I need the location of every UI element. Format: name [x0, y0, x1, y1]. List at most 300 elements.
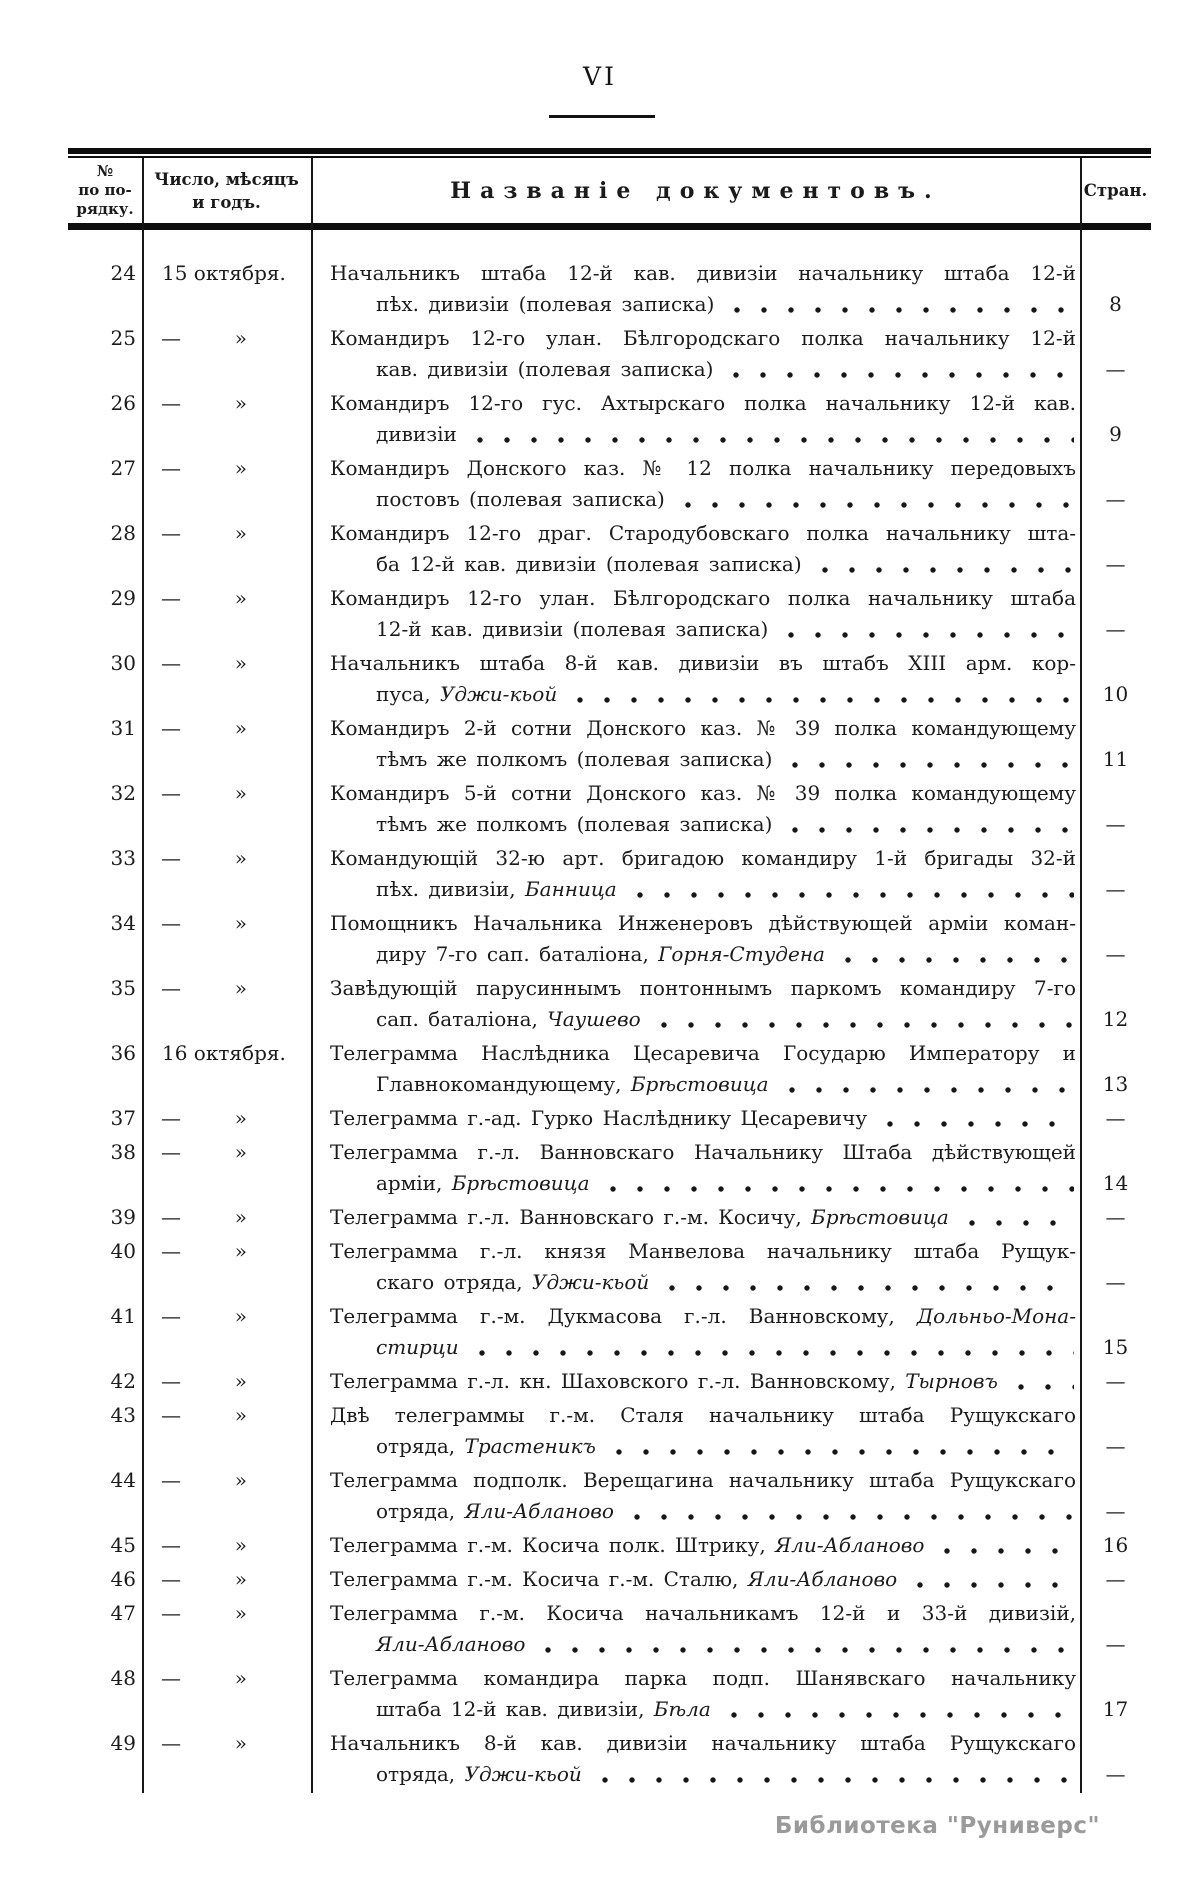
table-row — [68, 388, 1151, 450]
page-number: — — [1105, 357, 1126, 381]
row-number: 33 — [110, 846, 136, 870]
document-title-text — [330, 258, 1076, 289]
document-title-text — [330, 323, 1076, 354]
page-number-cell — [1080, 1202, 1151, 1233]
doc-text: Командиръ 2-й сотни Донского каз. № 39 полка командующему — [330, 716, 1076, 740]
document-title-text — [376, 1004, 641, 1035]
document-title-text — [330, 1202, 949, 1233]
document-title — [311, 778, 1080, 840]
document-title-text — [376, 1496, 614, 1527]
document-title-line — [330, 679, 1076, 710]
ditto-mark: » — [234, 521, 247, 545]
doc-text: Телеграмма г.-л. князя Манвелова начальнику штаба Рущук- — [330, 1239, 1076, 1263]
document-title-text — [376, 939, 825, 970]
page-number-cell — [1080, 1366, 1151, 1397]
header-number-line: № — [96, 162, 114, 180]
document-title — [311, 1038, 1080, 1100]
page-number-cell — [1080, 1598, 1151, 1660]
place-name: Трастеникъ — [464, 1434, 596, 1458]
document-title — [311, 453, 1080, 515]
ditto-mark: » — [234, 1304, 247, 1328]
row-date-ditto — [142, 1400, 311, 1431]
dot-leader — [812, 549, 1074, 580]
page-number: — — [1105, 1434, 1126, 1458]
document-title-text — [376, 419, 457, 450]
ditto-dash: — — [161, 521, 181, 545]
table-row — [68, 1103, 1151, 1134]
ditto-mark: » — [234, 456, 247, 480]
table-row — [68, 258, 1151, 320]
ditto-dash: — — [161, 391, 181, 415]
ditto-dash: — — [161, 586, 181, 610]
doc-text: тѣмъ же полкомъ (полевая записка) — [376, 812, 773, 836]
document-title — [311, 518, 1080, 580]
row-number: 41 — [110, 1304, 136, 1328]
document-title-text — [376, 1629, 525, 1660]
table-row — [68, 1236, 1151, 1298]
document-title-text — [330, 1530, 924, 1561]
ditto-dash: — — [161, 326, 181, 350]
page-number-cell — [1080, 908, 1151, 970]
ditto-dash: — — [161, 1304, 181, 1328]
document-title-text — [330, 908, 1076, 939]
document-title — [311, 648, 1080, 710]
document-title-line — [330, 1267, 1076, 1298]
page-number: 14 — [1102, 1171, 1129, 1195]
page-number: — — [1105, 1632, 1126, 1656]
document-title-line — [330, 778, 1076, 809]
header-title-column: Названіе документовъ. — [450, 177, 941, 204]
document-title-text — [330, 1400, 1076, 1431]
doc-text: Командиръ 12-го улан. Бѣлгородскаго полка начальнику 12-й — [330, 326, 1076, 350]
document-title-line — [330, 289, 1076, 320]
row-date-ditto — [142, 1202, 311, 1233]
document-title — [311, 1400, 1080, 1462]
ditto-dash: — — [161, 1106, 181, 1130]
page-number-cell — [1080, 1038, 1151, 1100]
page-number: — — [1105, 1567, 1126, 1591]
table-row — [68, 518, 1151, 580]
row-number: 24 — [110, 261, 136, 285]
place-name: Брѣстовица — [811, 1205, 949, 1229]
document-title-line — [330, 713, 1076, 744]
document-title-text — [376, 1759, 582, 1790]
table-row — [68, 583, 1151, 645]
table-row — [68, 1038, 1151, 1100]
document-title-line — [330, 419, 1076, 450]
table-row — [68, 778, 1151, 840]
ditto-mark: » — [234, 716, 247, 740]
page-number: 8 — [1109, 292, 1122, 316]
doc-text: постовъ (полевая записка) — [376, 487, 665, 511]
page-number-cell — [1080, 1663, 1151, 1725]
header-date-column — [142, 168, 311, 214]
place-name: Яли-Абланово — [376, 1632, 526, 1656]
page-number: — — [1105, 1369, 1126, 1393]
doc-text: Телеграмма г.-ад. Гурко Наслѣднику Цесаревичу — [330, 1106, 868, 1130]
doc-text: Телеграмма г.-м. Косича полк. Штрику, — [330, 1533, 776, 1557]
document-title-text — [330, 713, 1076, 744]
row-date-ditto — [142, 1103, 311, 1134]
doc-text: ба 12-й кав. дивизіи (полевая записка) — [376, 552, 802, 576]
table-row — [68, 453, 1151, 515]
document-title-text — [330, 648, 1076, 679]
table-row — [68, 648, 1151, 710]
doc-text: Начальникъ 8-й кав. дивизіи начальнику штаба Рущукскаго — [330, 1731, 1076, 1755]
document-title-line — [330, 1069, 1076, 1100]
document-title-text — [376, 549, 802, 580]
document-title-line — [330, 1728, 1076, 1759]
document-title-text — [376, 1694, 711, 1725]
ditto-mark: » — [234, 846, 247, 870]
doc-text: тѣмъ же полкомъ (полевая записка) — [376, 747, 773, 771]
ditto-mark: » — [234, 1567, 247, 1591]
row-date-ditto — [142, 1366, 311, 1397]
ditto-mark: » — [234, 781, 247, 805]
document-title-line — [330, 1465, 1076, 1496]
table-row — [68, 323, 1151, 385]
doc-text: Командиръ 5-й сотни Донского каз. № 39 полка командующему — [330, 781, 1076, 805]
document-title-text — [376, 874, 617, 905]
row-date-ditto — [142, 843, 311, 874]
table-row — [68, 1465, 1151, 1527]
document-title — [311, 1728, 1080, 1790]
document-title-text — [376, 1267, 649, 1298]
document-title-line — [330, 1004, 1076, 1035]
row-number: 48 — [110, 1666, 136, 1690]
doc-text: отряда, — [376, 1499, 465, 1523]
doc-text: 12-й кав. дивизіи (полевая записка) — [376, 617, 769, 641]
row-date-ditto — [142, 583, 311, 614]
document-title-line — [330, 1598, 1076, 1629]
doc-text: диру 7-го сап. баталіона, — [376, 942, 659, 966]
place-name: Яли-Абланово — [464, 1499, 614, 1523]
document-title-text — [376, 1332, 459, 1363]
column-divider-1 — [142, 158, 144, 1793]
page-number: 16 — [1102, 1533, 1129, 1557]
document-title-line — [330, 843, 1076, 874]
table-row — [68, 1400, 1151, 1462]
dot-leader — [624, 1496, 1074, 1527]
table-header-bottom-rule — [68, 223, 1151, 230]
ditto-dash: — — [161, 1731, 181, 1755]
place-name: Яли-Абланово — [775, 1533, 925, 1557]
document-title-text — [376, 614, 768, 645]
page-number-cell — [1080, 1400, 1151, 1462]
dot-leader — [627, 874, 1074, 905]
row-number: 34 — [110, 911, 136, 935]
document-title — [311, 973, 1080, 1035]
document-title-line — [330, 1236, 1076, 1267]
doc-text: Главнокомандующему, — [376, 1072, 631, 1096]
document-title-line — [330, 939, 1076, 970]
dot-leader — [606, 1431, 1074, 1462]
header-number-line: рядку. — [76, 200, 134, 218]
table-row — [68, 1598, 1151, 1660]
table-row — [68, 1564, 1151, 1595]
page-number-cell — [1080, 1465, 1151, 1527]
ditto-dash: — — [161, 1369, 181, 1393]
table-header-row — [68, 158, 1151, 223]
document-title-line — [330, 258, 1076, 289]
page-number-cell — [1080, 1530, 1151, 1561]
document-title — [311, 388, 1080, 450]
ditto-dash: — — [161, 846, 181, 870]
dot-leader — [469, 1332, 1074, 1363]
ditto-mark: » — [234, 586, 247, 610]
doc-text: пѣх. дивизіи (полевая записка) — [376, 292, 715, 316]
ditto-dash: — — [161, 716, 181, 740]
row-number: 29 — [110, 586, 136, 610]
row-number: 26 — [110, 391, 136, 415]
doc-text: Командующій 32-ю арт. бригадою командиру 1-й бригады 32-й — [330, 846, 1076, 870]
document-title-line — [330, 1496, 1076, 1527]
document-title — [311, 1236, 1080, 1298]
doc-text: Командиръ 12-го улан. Бѣлгородскаго полка начальнику штаба — [330, 586, 1076, 610]
page-number-cell — [1080, 973, 1151, 1035]
document-title-text — [330, 1366, 998, 1397]
page-number: — — [1105, 1270, 1126, 1294]
ditto-mark: » — [234, 1666, 247, 1690]
doc-text: Завѣдующій парусиннымъ понтоннымъ паркомъ командиру 7-го — [330, 976, 1076, 1000]
ditto-dash: — — [161, 456, 181, 480]
ditto-mark: » — [234, 1533, 247, 1557]
ditto-dash: — — [161, 1205, 181, 1229]
ditto-mark: » — [234, 1239, 247, 1263]
row-number: 35 — [110, 976, 136, 1000]
place-name: Бѣла — [653, 1697, 711, 1721]
document-title-text — [376, 679, 557, 710]
document-title-text — [330, 388, 1076, 419]
ditto-mark: » — [234, 976, 247, 1000]
document-title-text — [330, 843, 1076, 874]
row-date-ditto — [142, 908, 311, 939]
document-title-text — [330, 1301, 1076, 1332]
dot-leader — [723, 354, 1074, 385]
document-title-line — [330, 908, 1076, 939]
document-title-text — [330, 1137, 1076, 1168]
document-title-line — [330, 1759, 1076, 1790]
ditto-mark: » — [234, 1369, 247, 1393]
document-title-line — [330, 1168, 1076, 1199]
ditto-dash: — — [161, 1666, 181, 1690]
document-title-text — [330, 583, 1076, 614]
column-divider-3 — [1080, 158, 1082, 1793]
ditto-dash: — — [161, 976, 181, 1000]
ditto-mark: » — [234, 911, 247, 935]
place-name: Уджи-кьой — [531, 1270, 650, 1294]
place-name: стирци — [376, 1335, 459, 1359]
dot-leader — [934, 1530, 1074, 1561]
document-title-line — [330, 1530, 1076, 1561]
ditto-dash: — — [161, 651, 181, 675]
document-title-text — [330, 973, 1076, 1004]
ditto-dash: — — [161, 1601, 181, 1625]
doc-text: Командиръ 12-го драг. Стародубовскаго полка начальнику шта- — [330, 521, 1076, 545]
place-name: Яли-Абланово — [747, 1567, 898, 1591]
dot-leader — [651, 1004, 1074, 1035]
document-title — [311, 1366, 1080, 1397]
doc-text: сап. баталіона, — [376, 1007, 548, 1031]
row-date-ditto — [142, 323, 311, 354]
ditto-dash: — — [161, 1403, 181, 1427]
place-name: Банница — [524, 877, 617, 901]
row-date-ditto — [142, 1728, 311, 1759]
document-title-line — [330, 1663, 1076, 1694]
document-title — [311, 1103, 1080, 1134]
page-number-cell — [1080, 258, 1151, 320]
ditto-mark: » — [234, 326, 247, 350]
row-number: 36 — [110, 1041, 136, 1065]
contents-table — [68, 148, 1151, 1793]
table-row — [68, 843, 1151, 905]
row-date: 16 октября. — [162, 1041, 286, 1065]
document-title — [311, 258, 1080, 320]
table-row — [68, 908, 1151, 970]
document-title-text — [330, 1663, 1076, 1694]
row-date-ditto — [142, 778, 311, 809]
dot-leader — [675, 484, 1074, 515]
document-title-text — [330, 1728, 1076, 1759]
document-title — [311, 1202, 1080, 1233]
doc-text: Телеграмма г.-м. Дукмасова г.-л. Ванновскому, — [330, 1304, 917, 1328]
document-title-line — [330, 744, 1076, 775]
doc-text: Начальникъ штаба 8-й кав. дивизіи въ штабъ XIII арм. кор- — [330, 651, 1076, 675]
header-date-line: и годъ. — [192, 192, 261, 212]
row-date-ditto — [142, 1663, 311, 1694]
row-date-ditto — [142, 1564, 311, 1595]
row-date-ditto — [142, 1236, 311, 1267]
document-title-line — [330, 1694, 1076, 1725]
table-row — [68, 713, 1151, 775]
document-title-line — [330, 1301, 1076, 1332]
document-title — [311, 1598, 1080, 1660]
document-title-line — [330, 453, 1076, 484]
dot-leader — [721, 1694, 1074, 1725]
page-number: — — [1105, 1499, 1126, 1523]
page-folio: VI — [583, 62, 617, 91]
doc-text: Телеграмма подполк. Верещагина начальнику штаба Рущукскаго — [330, 1468, 1076, 1492]
table-row — [68, 1366, 1151, 1397]
row-number: 25 — [110, 326, 136, 350]
document-title-line — [330, 354, 1076, 385]
dot-leader — [779, 1069, 1074, 1100]
row-number: 31 — [110, 716, 136, 740]
ditto-mark: » — [234, 391, 247, 415]
document-title — [311, 713, 1080, 775]
document-title-text — [330, 1038, 1076, 1069]
document-title-text — [376, 744, 772, 775]
document-title-text — [330, 1564, 897, 1595]
document-title-line — [330, 1103, 1076, 1134]
folio-underline — [549, 115, 655, 118]
doc-text: штаба 12-й кав. дивизіи, — [376, 1697, 654, 1721]
ditto-mark: » — [234, 1731, 247, 1755]
dot-leader — [835, 939, 1074, 970]
document-title-line — [330, 1202, 1076, 1233]
document-title-text — [330, 453, 1076, 484]
page-number: — — [1105, 552, 1126, 576]
ditto-mark: » — [234, 1403, 247, 1427]
document-title-text — [376, 1168, 590, 1199]
dot-leader — [907, 1564, 1074, 1595]
row-date-ditto — [142, 518, 311, 549]
page-number-cell — [1080, 388, 1151, 450]
dot-leader — [782, 744, 1074, 775]
dot-leader — [778, 614, 1074, 645]
place-name: Чаушево — [547, 1007, 641, 1031]
doc-text: Телеграмма командира парка подп. Шанявскаго начальнику — [330, 1666, 1076, 1690]
page-number: — — [1105, 1762, 1126, 1786]
document-title-text — [330, 1103, 867, 1134]
document-title-line — [330, 1366, 1076, 1397]
row-date-ditto — [142, 453, 311, 484]
dot-leader — [535, 1629, 1074, 1660]
table-top-rule-thick — [68, 148, 1151, 154]
row-number: 47 — [110, 1601, 136, 1625]
row-date-ditto — [142, 713, 311, 744]
page-number: 15 — [1102, 1335, 1129, 1359]
ditto-mark: » — [234, 1601, 247, 1625]
dot-leader — [782, 809, 1074, 840]
ditto-dash: — — [161, 1468, 181, 1492]
place-name: Брѣстовица — [630, 1072, 769, 1096]
row-date-ditto — [142, 1301, 311, 1332]
row-number: 49 — [110, 1731, 136, 1755]
library-watermark: Библиотека "Руниверс" — [774, 1813, 1100, 1839]
document-title — [311, 323, 1080, 385]
ditto-dash: — — [161, 1140, 181, 1164]
page-number-cell — [1080, 1137, 1151, 1199]
document-title — [311, 583, 1080, 645]
row-date-ditto — [142, 973, 311, 1004]
document-title-text — [330, 778, 1076, 809]
page-number: 9 — [1109, 422, 1122, 446]
table-row — [68, 1530, 1151, 1561]
document-title-line — [330, 1038, 1076, 1069]
document-title-text — [330, 518, 1076, 549]
page-number: — — [1105, 877, 1126, 901]
dot-leader — [877, 1103, 1074, 1134]
document-title-line — [330, 973, 1076, 1004]
document-title-line — [330, 874, 1076, 905]
doc-text: Командиръ 12-го гус. Ахтырскаго полка начальнику 12-й кав. — [330, 391, 1076, 415]
page-number: 17 — [1102, 1697, 1129, 1721]
ditto-mark: » — [234, 1140, 247, 1164]
document-title-line — [330, 1332, 1076, 1363]
row-number: 44 — [110, 1468, 136, 1492]
row-number: 37 — [110, 1106, 136, 1130]
ditto-mark: » — [234, 1205, 247, 1229]
document-title-text — [330, 1465, 1076, 1496]
page-number: 10 — [1102, 682, 1129, 706]
document-title-text — [376, 1069, 769, 1100]
page-number-cell — [1080, 1564, 1151, 1595]
ditto-dash: — — [161, 1239, 181, 1263]
doc-text: Двѣ телеграммы г.-м. Сталя начальнику штаба Рущукскаго — [330, 1403, 1076, 1427]
row-date-ditto — [142, 648, 311, 679]
dot-leader — [567, 679, 1074, 710]
row-number: 45 — [110, 1533, 136, 1557]
doc-text: скаго отряда, — [376, 1270, 532, 1294]
page-number-cell — [1080, 323, 1151, 385]
doc-text: Телеграмма Наслѣдника Цесаревича Государю Императору и — [330, 1041, 1076, 1065]
document-title-text — [376, 809, 772, 840]
place-name: Горня-Студена — [658, 942, 825, 966]
header-page-column: Стран. — [1083, 181, 1148, 200]
dot-leader — [1008, 1366, 1074, 1397]
row-number: 43 — [110, 1403, 136, 1427]
